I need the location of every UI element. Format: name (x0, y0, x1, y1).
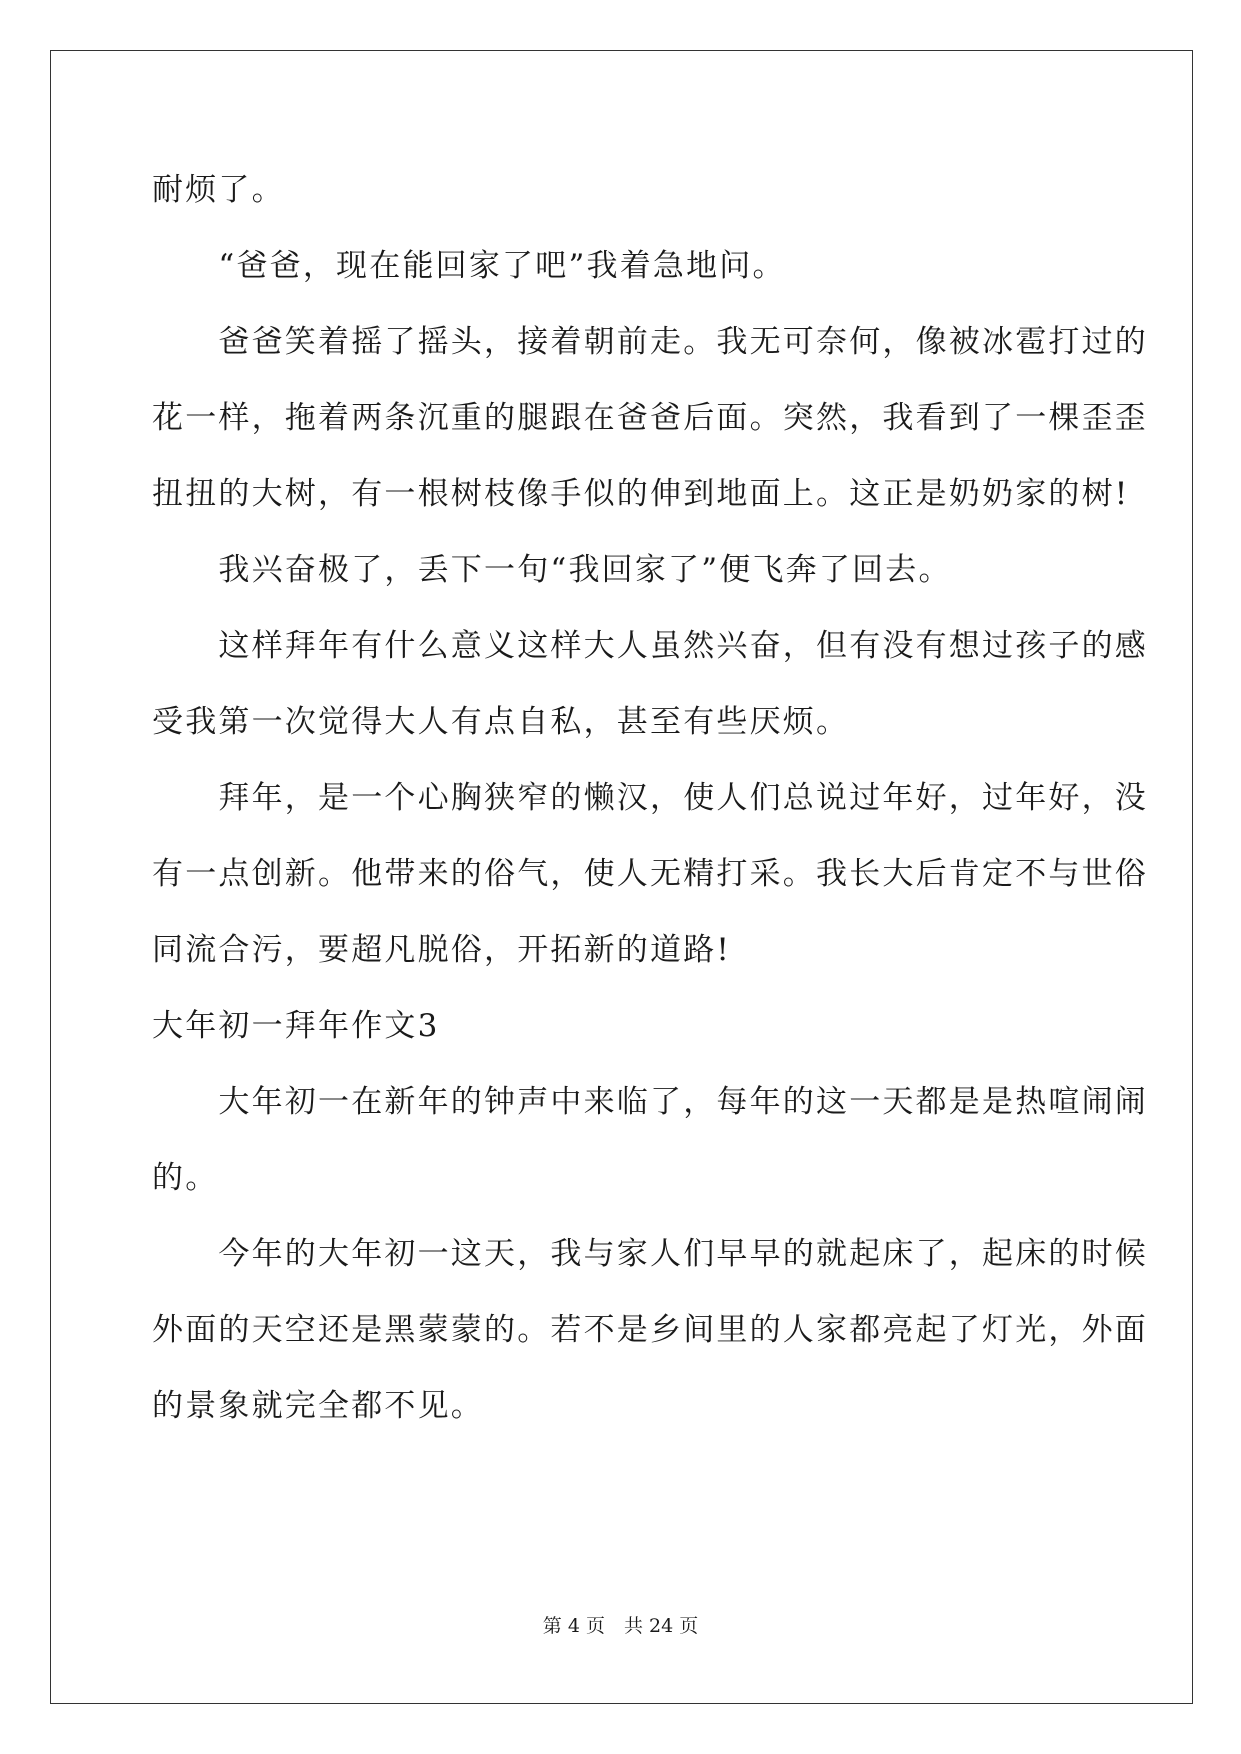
text-line: 花一样，拖着两条沉重的腿跟在爸爸后面。突然，我看到了一棵歪歪 (152, 400, 1148, 436)
text-line: 外面的天空还是黑蒙蒙的。若不是乡间里的人家都亮起了灯光，外面 (152, 1312, 1148, 1348)
text-line: 有一点创新。他带来的俗气，使人无精打采。我长大后肯定不与世俗 (152, 856, 1148, 892)
text-line: “爸爸，现在能回家了吧”我着急地问。 (152, 248, 786, 284)
page-number-footer: 第 4 页 共 24 页 (542, 1615, 699, 1637)
text-line: 拜年，是一个心胸狭窄的懒汉，使人们总说过年好，过年好，没 (152, 780, 1148, 816)
text-line: 今年的大年初一这天，我与家人们早早的就起床了，起床的时候 (152, 1236, 1148, 1272)
section-heading: 大年初一拜年作文3 (152, 1008, 440, 1044)
text-line: 耐烦了。 (152, 172, 285, 208)
text-line: 的景象就完全都不见。 (152, 1388, 484, 1424)
text-line: 受我第一次觉得大人有点自私，甚至有些厌烦。 (152, 704, 850, 740)
text-line: 这样拜年有什么意义这样大人虽然兴奋，但有没有想过孩子的感 (152, 628, 1148, 664)
text-line: 同流合污，要超凡脱俗，开拓新的道路! (152, 932, 732, 968)
text-line: 我兴奋极了，丢下一句“我回家了”便飞奔了回去。 (152, 552, 952, 588)
text-line: 扭扭的大树，有一根树枝像手似的伸到地面上。这正是奶奶家的树! (152, 476, 1130, 512)
text-line: 爸爸笑着摇了摇头，接着朝前走。我无可奈何，像被冰雹打过的 (152, 324, 1148, 360)
text-line: 的。 (152, 1160, 219, 1196)
text-line: 大年初一在新年的钟声中来临了，每年的这一天都是是热喧闹闹 (152, 1084, 1148, 1120)
